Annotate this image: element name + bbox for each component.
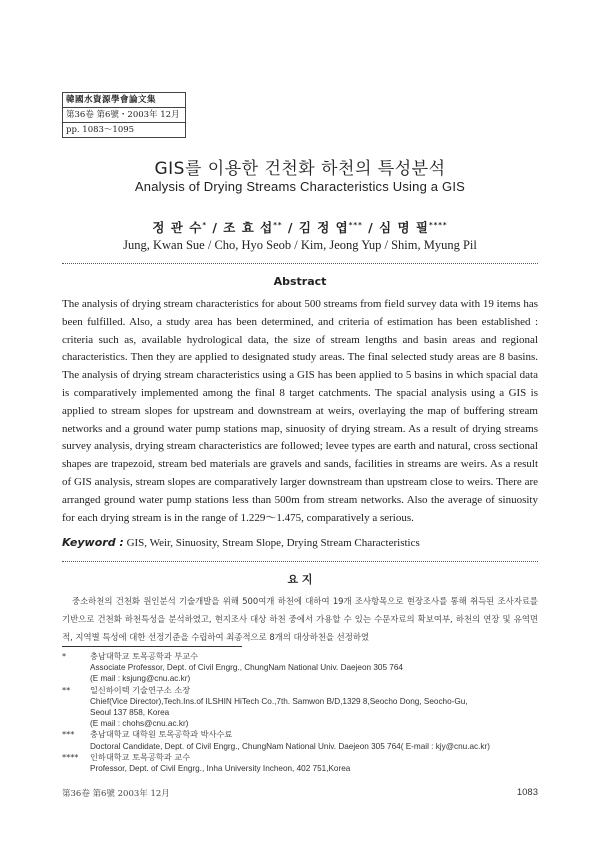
journal-pages: pp. 1083～1095: [66, 125, 135, 135]
footnote-line: 충남대학교 대학원 토목공학과 박사수료: [90, 729, 233, 740]
author-mark: ***: [348, 220, 363, 229]
page-number: 1083: [516, 787, 538, 798]
footnote-line: 충남대학교 토목공학과 부교수: [90, 651, 199, 661]
footnote-line: 인하대학교 토목공학과 교수: [90, 751, 191, 762]
footer-journal-issue: 第36卷 第6號 2003年 12月: [62, 789, 170, 799]
footnote-mark: ***: [62, 729, 75, 740]
author-name: 심 명 필: [379, 220, 429, 235]
footnote-mark: ****: [62, 751, 79, 762]
journal-name: 韓國水資源學會論文集: [63, 93, 185, 108]
footnotes: [62, 651, 538, 774]
footnote-line: Seoul 137 858, Korea: [90, 708, 170, 718]
footnote-line: 일신하이텍 기술연구소 소장: [90, 684, 191, 695]
summary-heading: 요 지: [287, 573, 313, 586]
author-mark: ****: [428, 220, 448, 229]
author-mark: **: [273, 220, 283, 229]
footnote-mark: **: [62, 684, 71, 695]
keywords-line: [62, 534, 538, 553]
footnote-mark: *: [62, 651, 67, 661]
divider: [62, 561, 538, 562]
keywords-text: GIS, Weir, Sinuosity, Stream Slope, Drying Stream Characteristics: [126, 537, 420, 549]
author-mark: *: [202, 220, 207, 229]
korean-summary-text: 중소하천의 건천화 원인분석 기술개발을 위해 500여개 하천에 대하여 19개 조사항목으로 현장조사를 통해 취득된 조사자료를 기반으로 건천화 하천특성을 분석하였고, 현지조사 대상 하천 중에서 가용할 수 있는 수문자료의 확보여부, 하천의 연장 및 유역면적, 지역별 특성에 대한 선정기준을 수립하여 최종적으로 8개의 대상하천을 선정하였: [62, 596, 538, 642]
divider: [62, 263, 538, 264]
authors-english: Jung, Kwan Sue / Cho, Hyo Seob / Kim, Jeong Yup / Shim, Myung Pil: [123, 238, 477, 252]
footnote: [62, 752, 538, 774]
footnote-line: (E mail : ksjung@cnu.ac.kr): [90, 674, 191, 684]
footnote-line: Doctoral Candidate, Dept. of Civil Engrg., ChungNam National Univ. Daejeon 305 764( E-mail : kjy@cnu.ac.kr): [90, 741, 490, 751]
abstract-text: The analysis of drying stream characteristics for about 500 streams from field survey data with 19 items has been fulfilled. Also, a study area has been determined, and criteria of estimation has been established : criteria such as, available hydrological data, the size of stream lengths and basin areas and regional characteristics. Then they are applied to designated study areas. The final selected study areas are 8 basins. The analysis of drying stream characteristics using a GIS has been applied to 5 basins in which spacial data is comparatively implemented among the final 8 target catchments. The spacial analysis using a GIS is applied to stream slopes for upstream and downstream at weirs, overlaying the map of buffering stream networks and a ground water pump stations map, sinuosity of drying stream. As a result of drying streams survey analysis, drying stream characteristics are followed; levee types are earth and natural, cross sectional shapes are trapezoid, stream bed materials are gravels and sands, facilities in streams are weirs. As a result of GIS analysis, stream slopes are comparatively larger downstream than upstream close to weirs. There are arranged ground water pump stations less than 500m from stream networks. Also the average of sinuosity for each drying stream is in the range of 1.229～1.475, comparatively a serious.: [62, 298, 538, 524]
keywords-label: Keyword :: [62, 536, 124, 549]
footnote: [62, 685, 538, 730]
abstract-heading: Abstract: [273, 275, 327, 288]
footnote-rule: [62, 646, 242, 647]
author-name: 김 정 엽: [298, 220, 349, 235]
footnote-line: Chief(Vice Director),Tech.Ins.of ILSHIN HiTech Co.,7th. Samwon B/D,1329 8,Seocho Dong, Seocho-Gu,: [90, 696, 468, 706]
journal-info-box: [62, 92, 186, 138]
korean-summary: [62, 592, 538, 646]
abstract-body: [62, 296, 538, 527]
author-name: 정 관 수: [152, 220, 203, 235]
author-name: 조 효 섭: [223, 220, 274, 235]
footnote-line: Associate Professor, Dept. of Civil Engrg., ChungNam National Univ. Daejeon 305 764: [90, 663, 403, 673]
paper-title-korean: GIS를 이용한 건천화 하천의 특성분석: [154, 159, 446, 179]
paper-title-english: Analysis of Drying Streams Characteristics Using a GIS: [134, 179, 466, 194]
footnote-line: Professor, Dept. of Civil Engrg., Inha University Incheon, 402 751,Korea: [90, 764, 351, 774]
journal-volume: 第36卷 第6號・2003年 12月: [63, 108, 185, 123]
footnote: [62, 651, 538, 685]
authors-korean: 정 관 수* / 조 효 섭** / 김 정 엽*** / 심 명 필****: [152, 220, 448, 235]
footnote-line: (E mail : chohs@cnu.ac.kr): [90, 719, 189, 729]
footnote: [62, 729, 538, 751]
